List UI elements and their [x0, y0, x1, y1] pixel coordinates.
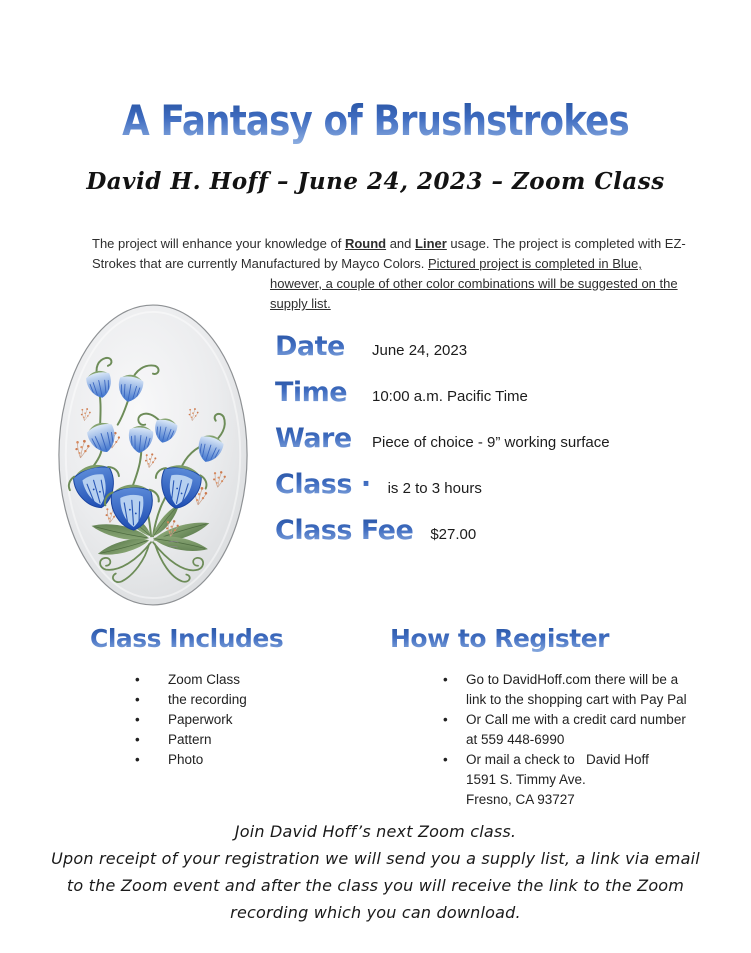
list-item — [466, 750, 687, 810]
register-address-street: 1591 S. Timmy Ave. — [466, 772, 586, 787]
intro-line-4: supply list. — [270, 296, 331, 311]
detail-row-date — [275, 330, 610, 363]
class-fee-value: $27.00 — [430, 526, 477, 543]
list-item: • Pattern — [168, 730, 283, 750]
detail-row-class-fee — [275, 514, 610, 547]
class-details — [275, 330, 610, 560]
footer-line-3: to the Zoom event and after the class you will receive the link to the Zoom — [66, 876, 685, 895]
detail-row-ware — [275, 422, 610, 455]
class-value: is 2 to 3 hours — [387, 480, 482, 497]
ware-value: Piece of choice - 9” working surface — [372, 434, 610, 451]
class-includes-section — [90, 624, 283, 770]
register-website-line: • Go to DavidHoff.com there will be a — [466, 672, 679, 687]
footer-line-4: recording which you can download. — [230, 903, 521, 922]
liner-emphasis: Liner — [415, 236, 447, 251]
intro-line-3: however, a couple of other color combinations will be suggested on the — [270, 276, 678, 291]
register-address-city: Fresno, CA 93727 — [466, 792, 575, 807]
how-to-register-heading: How to Register — [390, 624, 687, 654]
class-includes-list — [90, 670, 283, 770]
register-mail-line: • Or mail a check to David Hoff — [466, 752, 649, 767]
intro-line-2: Strokes that are currently Manufactured by Mayco Colors. Pictured project is completed in Blue, — [92, 256, 642, 271]
detail-row-class — [275, 468, 610, 501]
how-to-register-section — [390, 624, 687, 810]
footer-line-1: Join David Hoff’s next Zoom class. — [234, 822, 517, 841]
ware-label: Ware — [275, 422, 355, 455]
list-item: • Go to DavidHoff.com there will be a link to the shopping cart with Pay Pal — [466, 670, 687, 710]
class-includes-heading: Class Includes — [90, 624, 284, 653]
intro-line-1: The project will enhance your knowledge of Round and Liner usage. The project is completed with EZ- — [92, 236, 686, 251]
class-fee-label: Class Fee — [275, 515, 414, 546]
date-value: June 24, 2023 — [372, 342, 468, 359]
date-label: Date — [275, 330, 355, 363]
list-item: • Or Call me with a credit card number at 559 448-6990 — [466, 710, 687, 750]
list-item: • Photo — [168, 750, 283, 770]
detail-row-time — [275, 376, 610, 409]
page-title: A Fantasy of Brushstrokes — [56, 96, 694, 145]
list-item: • the recording — [168, 690, 283, 710]
register-phone-line: • Or Call me with a credit card number — [466, 712, 686, 727]
footer-line-2: Upon receipt of your registration we will send you a supply list, a link via email — [51, 849, 700, 868]
footer-note — [0, 818, 751, 926]
painted-plate-image — [55, 298, 251, 612]
time-value: 10:00 a.m. Pacific Time — [372, 388, 528, 405]
round-emphasis: Round — [344, 236, 387, 251]
page-subtitle: David H. Hoff – June 24, 2023 – Zoom Class — [86, 168, 665, 195]
list-item: • Paperwork — [168, 710, 283, 730]
how-to-register-list — [390, 670, 687, 810]
class-label: Class · — [275, 469, 371, 500]
time-label: Time — [275, 376, 355, 409]
list-item: • Zoom Class — [168, 670, 283, 690]
